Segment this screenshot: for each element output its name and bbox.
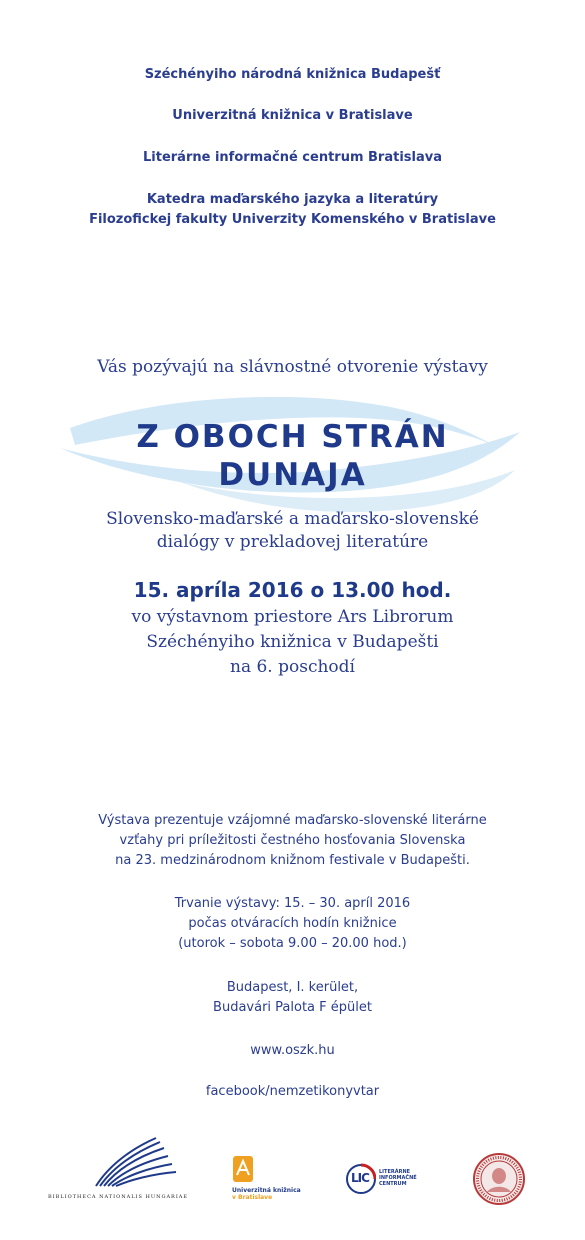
description-line2: vzťahy pri príležitosti čestného hosťovania Slovenska (119, 833, 466, 848)
description-line1: Výstava prezentuje vzájomné maďarsko-slovenské literárne (98, 813, 487, 828)
oszk-swoosh-icon (48, 1134, 188, 1190)
organizer-department-line2: Filozofickej fakulty Univerzity Komenského v Bratislave (89, 212, 496, 227)
ukb-logo (232, 1155, 312, 1201)
organizer-oszk: Széchényiho národná knižnica Budapešť (144, 67, 441, 82)
organizer-department-line1: Katedra maďarského jazyka a literatúry (146, 192, 439, 207)
website-link[interactable]: www.oszk.hu (250, 1043, 335, 1058)
description-line3: na 23. medzinárodnom knižnom festivale v Budapešti. (115, 853, 470, 868)
lic-logo (346, 1163, 426, 1199)
invitation-text: Vás pozývajú na slávnostné otvorenie výstavy (97, 357, 488, 377)
subtitle-line1: Slovensko-maďarské a maďarsko-slovenské (106, 509, 479, 529)
venue-line2: Széchényiho knižnica v Budapešti (146, 632, 439, 652)
ukb-logo-text-line2: v Bratislave (232, 1194, 273, 1201)
organizer-lic: Literárne informačné centrum Bratislava (143, 150, 442, 165)
lic-letters: LIC (351, 1171, 369, 1185)
facebook-link[interactable]: facebook/nemzetikonyvtar (205, 1084, 380, 1099)
subtitle-line2: dialógy v prekladovej literatúre (156, 532, 429, 552)
address-line2: Budavári Palota F épület (213, 1000, 372, 1015)
exhibition-title-line1: Z OBOCH STRÁN (136, 419, 449, 455)
comenius-university-seal (472, 1152, 526, 1206)
duration-line1: Trvanie výstavy: 15. – 30. apríl 2016 (174, 896, 411, 911)
ukb-emblem-icon (232, 1155, 254, 1183)
duration-line3: (utorok – sobota 9.00 – 20.00 hod.) (178, 936, 407, 951)
oszk-logo (48, 1134, 188, 1200)
lic-text-line2: INFORMAČNÉ (379, 1175, 417, 1181)
venue-line1: vo výstavnom priestore Ars Librorum (131, 607, 454, 627)
oszk-logo-text: BIBLIOTHECA NATIONALIS HUNGARIAE (48, 1194, 189, 1200)
lic-text-line1: LITERÁRNE (379, 1169, 411, 1175)
venue-line3: na 6. poschodí (230, 657, 355, 677)
event-date: 15. apríla 2016 o 13.00 hod. (133, 578, 452, 602)
lic-text-line3: CENTRUM (379, 1181, 407, 1187)
university-seal-icon (472, 1152, 526, 1206)
address-line1: Budapest, I. kerület, (226, 980, 359, 995)
ukb-logo-text-line1: Univerzitná knižnica (232, 1187, 301, 1194)
exhibition-title-line2: DUNAJA (218, 457, 367, 493)
duration-line2: počas otváracích hodín knižnice (188, 916, 397, 931)
organizer-ukb: Univerzitná knižnica v Bratislave (172, 108, 413, 123)
